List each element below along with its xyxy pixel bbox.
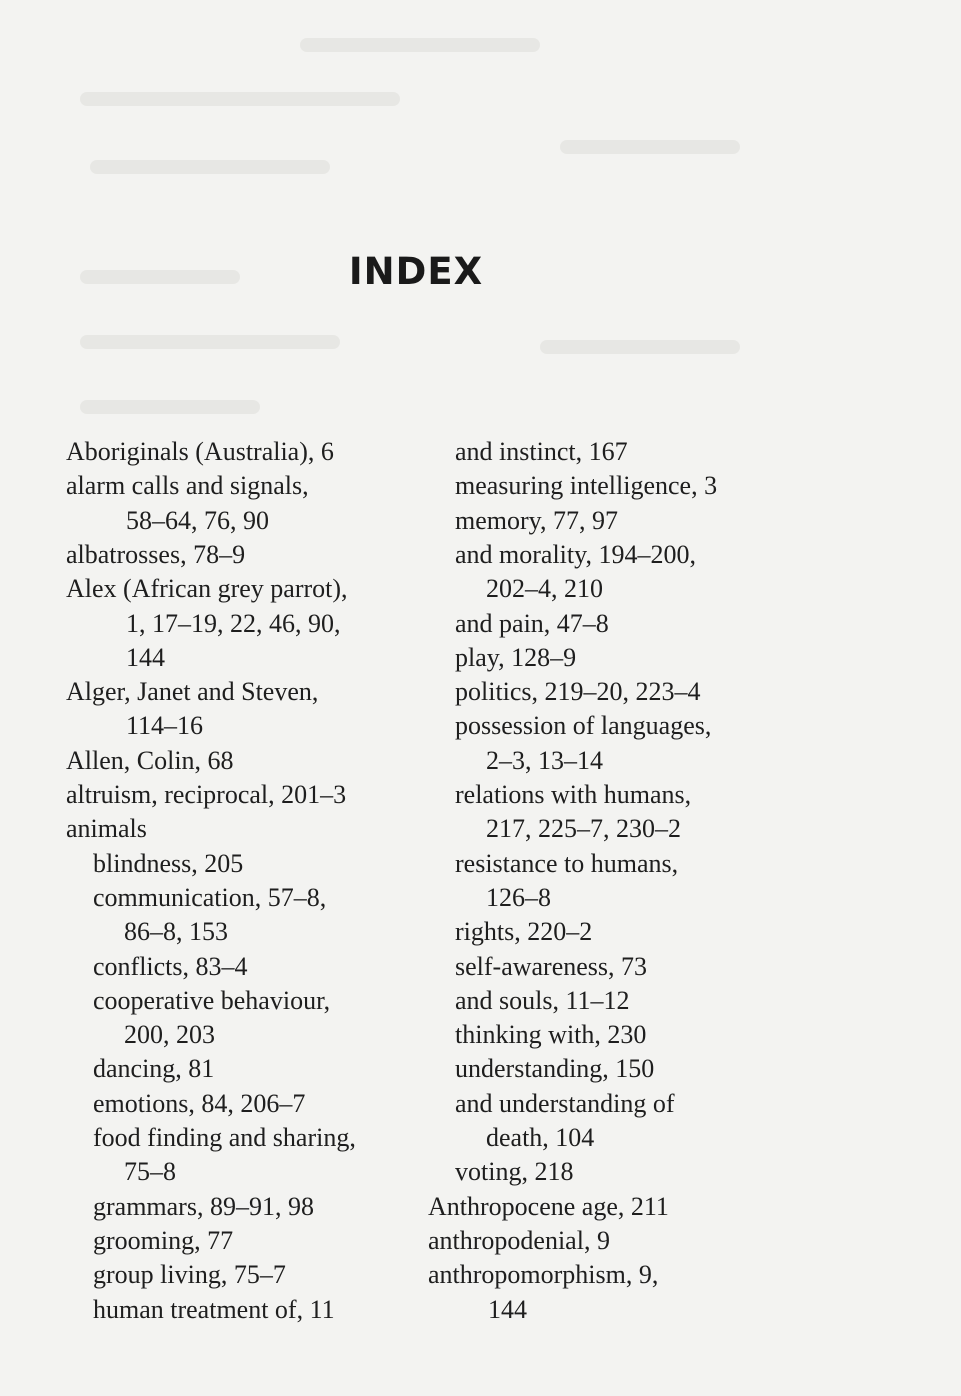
index-entry: Alex (African grey parrot), — [66, 574, 348, 604]
index-entry: conflicts, 83–4 — [93, 951, 248, 981]
index-entry: and instinct, 167 — [455, 437, 628, 466]
index-entry: communication, 57–8, — [93, 882, 327, 912]
index-entry: self-awareness, 73 — [455, 951, 648, 981]
index-entry: cooperative behaviour, — [93, 985, 331, 1015]
index-entry: Aboriginals (Australia), 6 — [66, 437, 334, 466]
index-entry: group living, 75–7 — [93, 1260, 286, 1290]
index-entry: death, 104 — [486, 1123, 595, 1152]
index-entry: possession of languages, — [455, 711, 712, 741]
index-entry: play, 128–9 — [455, 642, 577, 672]
index-entry: 58–64, 76, 90 — [126, 505, 269, 535]
index-entry: resistance to humans, — [455, 848, 679, 878]
index-entry: and souls, 11–12 — [455, 985, 630, 1015]
index-entry: Alger, Janet and Steven, — [66, 677, 319, 707]
bleed-through-mark — [540, 340, 740, 354]
index-entry: animals — [66, 814, 147, 844]
bleed-through-mark — [80, 400, 260, 414]
index-entry: human treatment of, 11 — [93, 1294, 335, 1324]
index-entry: 144 — [126, 642, 165, 672]
index-entry: Allen, Colin, 68 — [66, 745, 234, 775]
index-entry: and pain, 47–8 — [455, 608, 609, 638]
index-entry: dancing, 81 — [93, 1054, 215, 1084]
index-entry: 200, 203 — [124, 1020, 215, 1050]
index-entry: rights, 220–2 — [455, 917, 593, 947]
bleed-through-mark — [300, 38, 540, 52]
index-entry: 202–4, 210 — [486, 574, 603, 604]
index-entry: food finding and sharing, — [93, 1123, 356, 1152]
index-entry: anthropodenial, 9 — [428, 1225, 610, 1255]
index-entry: grammars, 89–91, 98 — [93, 1191, 314, 1221]
index-entry: Anthropocene age, 211 — [428, 1191, 669, 1221]
index-entry: 114–16 — [126, 711, 204, 741]
index-entry: understanding, 150 — [455, 1054, 655, 1084]
index-entry: 126–8 — [486, 882, 551, 912]
index-entry: politics, 219–20, 223–4 — [455, 677, 701, 707]
index-entry: anthropomorphism, 9, — [428, 1260, 659, 1290]
index-entry: grooming, 77 — [93, 1225, 234, 1255]
index-entry: measuring intelligence, 3 — [455, 471, 718, 501]
index-entry: altruism, reciprocal, 201–3 — [66, 780, 347, 809]
index-entry: 75–8 — [124, 1157, 176, 1187]
index-entry: 144 — [488, 1294, 527, 1324]
index-entry: 86–8, 153 — [124, 917, 228, 947]
index-entry: emotions, 84, 206–7 — [93, 1088, 306, 1118]
index-entry: relations with humans, — [455, 780, 692, 809]
index-entry: thinking with, 230 — [455, 1020, 647, 1050]
index-entry: alarm calls and signals, — [66, 471, 309, 501]
index-entry: and morality, 194–200, — [455, 539, 696, 569]
index-entry: 2–3, 13–14 — [486, 745, 603, 775]
index-entry: memory, 77, 97 — [455, 505, 618, 535]
bleed-through-mark — [560, 140, 740, 154]
bleed-through-mark — [80, 92, 400, 106]
index-entry: 1, 17–19, 22, 46, 90, — [126, 608, 341, 638]
index-entry: 217, 225–7, 230–2 — [486, 814, 681, 844]
index-entry: albatrosses, 78–9 — [66, 539, 246, 569]
bleed-through-mark — [80, 335, 340, 349]
bleed-through-mark — [90, 160, 330, 174]
page-title: INDEX — [348, 250, 484, 293]
index-entry: and understanding of — [455, 1088, 675, 1118]
index-entry: blindness, 205 — [93, 848, 244, 878]
index-entry: voting, 218 — [455, 1157, 574, 1187]
